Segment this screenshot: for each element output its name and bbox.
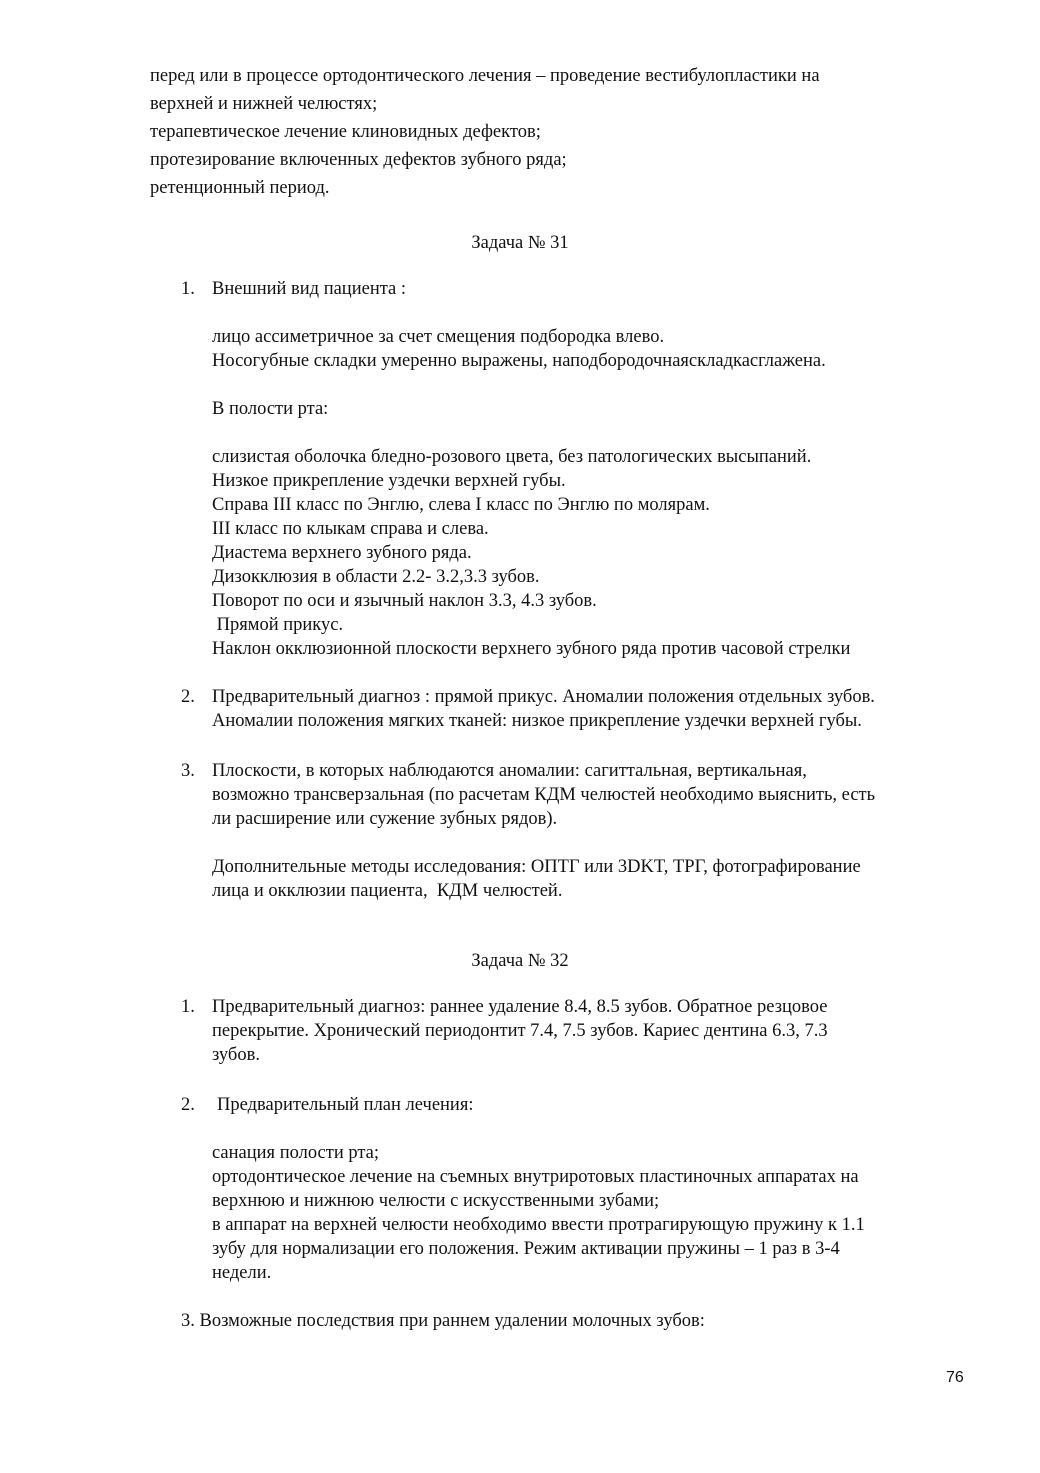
task32-plan-line: зубу для нормализации его положения. Режим активации пружины – 1 раз в 3-4 (212, 1239, 840, 1259)
task32-plan-line: в аппарат на верхней челюсти необходимо ввести протрагирующую пружину к 1.1 (212, 1215, 865, 1235)
intro-line: протезирование включенных дефектов зубного ряда; (150, 150, 567, 170)
intro-line: перед или в процессе ортодонтического лечения – проведение вестибулопластики на (150, 66, 820, 86)
task31-oral-line: Справа III класс по Энглю, слева I класс по Энглю по молярам. (212, 495, 710, 515)
task31-item3-line: ли расширение или сужение зубных рядов). (212, 809, 558, 829)
task32-item1-line: зубов. (212, 1045, 260, 1065)
task32-item3-text: 3. Возможные последствия при раннем удалении молочных зубов: (181, 1311, 705, 1331)
task31-oral-line: Прямой прикус. (212, 615, 344, 635)
task32-item1-number: 1. (181, 997, 195, 1017)
task31-item1-heading: Внешний вид пациента : (212, 279, 407, 299)
task32-plan-line: верхнюю и нижнюю челюсти с искусственными зубами; (212, 1191, 660, 1211)
task31-item3-number: 3. (181, 761, 195, 781)
task32-plan-line: недели. (212, 1263, 272, 1283)
task32-item1-line: перекрытие. Хронический периодонтит 7.4, 7.5 зубов. Кариес дентина 6.3, 7.3 (212, 1021, 828, 1041)
task32-plan-line: санация полости рта; (212, 1143, 380, 1163)
task31-extra-line: лица и окклюзии пациента, КДМ челюстей. (212, 881, 563, 901)
task31-oral-line: Диастема верхнего зубного ряда. (212, 543, 472, 563)
intro-line: верхней и нижней челюстях; (150, 94, 378, 114)
task32-item2-number: 2. (181, 1095, 195, 1115)
intro-line: терапевтическое лечение клиновидных дефектов; (150, 122, 541, 142)
task31-oral-line: Дизокклюзия в области 2.2- 3.2,3.3 зубов. (212, 567, 540, 587)
intro-line: ретенционный период. (150, 178, 330, 198)
task31-item3-line: Плоскости, в которых наблюдаются аномалии: сагиттальная, вертикальная, (212, 761, 807, 781)
task31-oral-line: III класс по клыкам справа и слева. (212, 519, 489, 539)
task31-oral-line: Поворот по оси и язычный наклон 3.3, 4.3 зубов. (212, 591, 597, 611)
task31-item2-line: Предварительный диагноз : прямой прикус. Аномалии положения отдельных зубов. (212, 687, 875, 707)
task31-oral-line: Наклон окклюзионной плоскости верхнего зубного ряда против часовой стрелки (212, 639, 851, 659)
page-number: 76 (946, 1369, 964, 1386)
task31-appearance-line: лицо ассиметричное за счет смещения подбородка влево. (212, 327, 665, 347)
task31-appearance-line: Носогубные складки умеренно выражены, наподбородочнаяскладкасглажена. (212, 351, 826, 371)
task32-item1-line: Предварительный диагноз: раннее удаление 8.4, 8.5 зубов. Обратное резцовое (212, 997, 828, 1017)
task31-oral-line: слизистая оболочка бледно-розового цвета, без патологических высыпаний. (212, 447, 812, 467)
task31-item2-number: 2. (181, 687, 195, 707)
task31-oral-heading: В полости рта: (212, 399, 329, 419)
task32-plan-line: ортодонтическое лечение на съемных внутриротовых пластиночных аппаратах на (212, 1167, 859, 1187)
task31-extra-line: Дополнительные методы исследования: ОПТГ или 3DKT, ТРГ, фотографирование (212, 857, 861, 877)
task31-item3-line: возможно трансверзальная (по расчетам КДМ челюстей необходимо выяснить, есть (212, 785, 876, 805)
task32-title: Задача № 32 (471, 951, 569, 971)
task31-oral-line: Низкое прикрепление уздечки верхней губы. (212, 471, 566, 491)
task31-item1-number: 1. (181, 279, 195, 299)
task31-item2-line: Аномалии положения мягких тканей: низкое прикрепление уздечки верхней губы. (212, 711, 862, 731)
task31-title: Задача № 31 (471, 233, 569, 253)
task32-item2-heading: Предварительный план лечения: (217, 1095, 474, 1115)
